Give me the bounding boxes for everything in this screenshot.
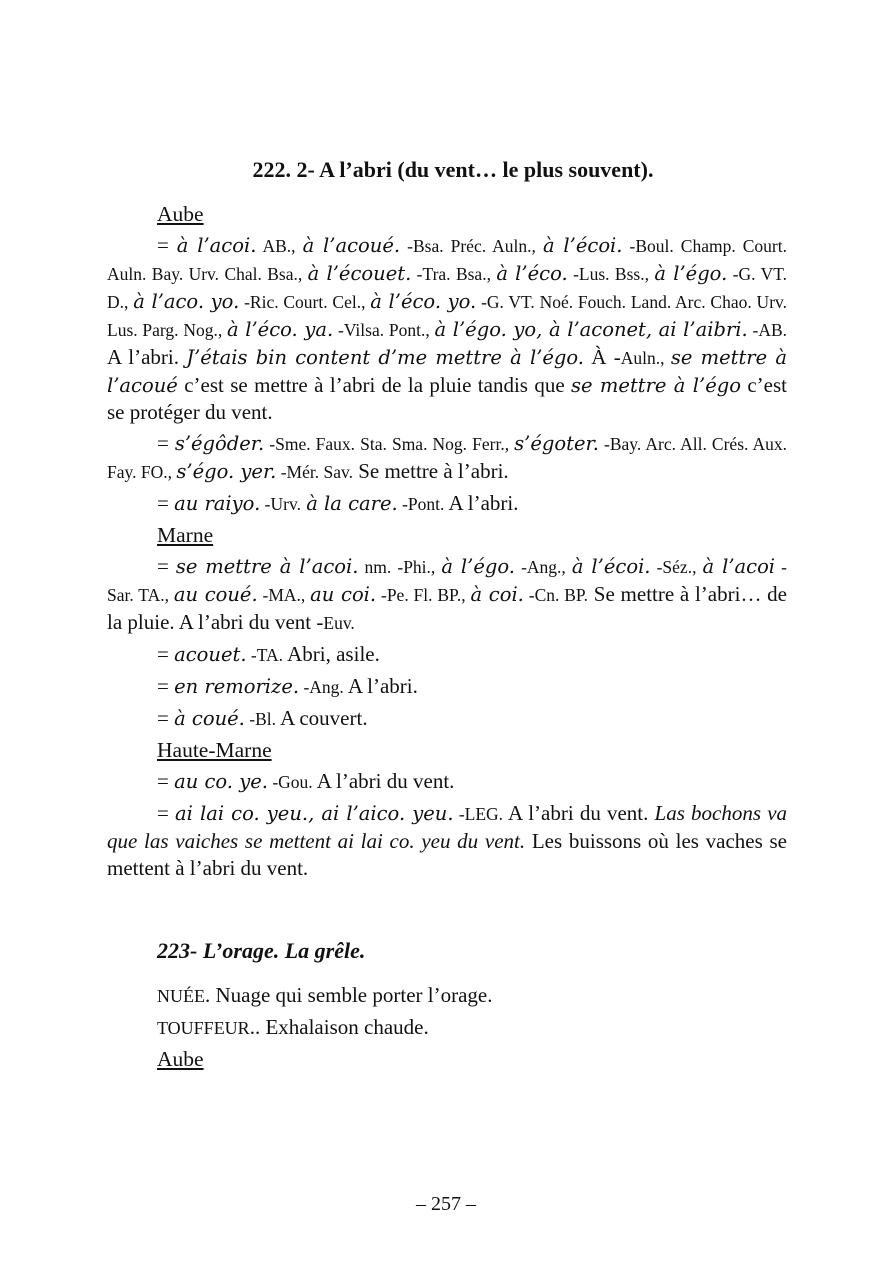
entry-text: A l’abri du vent. [503,801,655,825]
locality-abbrev: -Séz., [650,557,703,577]
locality-abbrev: -Urv. [260,494,301,514]
entry-text: = [157,769,175,793]
locality-abbrev: -Pont. [397,494,445,514]
locality-abbrev: -Bay. Arc. All. Crés. Aux. Fay. FO., [107,434,788,482]
locality-abbrev: -Ang., [514,557,572,577]
locality-abbrev: -Sar. TA., [107,557,787,605]
region-marne-label: Marne [157,523,214,547]
page-number: – 257 – [416,1193,476,1215]
dialect-form: au co. ye. [174,770,268,793]
locality-abbrev: -G. VT. D., [107,264,787,312]
dialect-form: se mettre à l’égo [571,374,741,397]
locality-abbrev: -Ang. [299,677,344,697]
dialect-form: à l’éco. ya. [227,318,334,341]
section-222-title: 222. 2- A l’abri (du vent… le plus souvent). [252,157,654,182]
locality-abbrev: -Bl. [244,709,277,729]
haute-marne-entry-1 [107,768,787,796]
region-aube-label-2: Aube [157,1047,204,1071]
dialect-form: à l’égo. yo, à l’aconet, ai l’aibri. [434,318,748,341]
dialect-form: à l’égo. [654,262,728,285]
locality-abbrev: -LEG. [453,804,504,824]
locality-abbrev: AB., [256,236,303,256]
marne-entry-3 [107,673,787,701]
dialect-form: s’égoter. [514,432,599,455]
dialect-form: se mettre à l’acoué [107,346,788,397]
dialect-form: à l’éco. yo. [370,290,477,313]
dialect-form: à l’écouet. [307,262,412,285]
locality-abbrev: -Bsa. Préc. Auln., [400,236,543,256]
dialect-form: ai lai co. yeu., ai l’aico. yeu. [175,802,454,825]
haute-marne-entry-2 [107,800,787,882]
locality-abbrev: nm. -Phi., [358,557,442,577]
entry-text: A l’abri. [444,491,519,515]
dialect-form: à coi. [470,583,524,606]
dialect-form: s’égôder. [174,432,265,455]
locality-abbrev: -Pe. Fl. BP., [376,585,471,605]
dialect-form: à l’acoi. [176,234,257,257]
nuee-definition [157,982,787,1010]
locality-abbrev: -Gou. [267,772,313,792]
entry-text: = [157,554,176,578]
dialect-form: à l’écoi. [571,555,651,578]
dialect-form: à l’aco. yo. [133,290,240,313]
dialect-form: au coué. [173,583,258,606]
entry-text: = [157,491,175,515]
entry-text: = [157,431,175,455]
entry-text: c’est se mettre à l’abri de la pluie tandis que [177,373,572,397]
touffeur-definition [157,1014,787,1042]
locality-abbrev: -G. VT. Noé. Fouch. Land. Arc. Chao. Urv. Lus. Parg. Nog., [107,292,788,340]
locality-abbrev: Euv. [323,613,355,633]
entry-text: Abri, asile. [283,642,380,666]
locality-abbrev: -Ric. Court. Cel., [239,292,371,312]
entry-text: = [157,233,177,257]
entry-text: Se mettre à l’abri. [352,459,509,483]
dialect-form: J’étais bin content d’me mettre à l’égo. [186,346,585,369]
region-haute-marne-label: Haute-Marne [157,738,272,762]
entry-text: c’est se protéger du vent. [107,373,787,424]
dialect-form: à la care. [306,492,398,515]
touffeur-text: .. Exhalaison chaude. [249,1015,429,1039]
entry-text: A l’abri. [343,674,418,698]
dialect-form: Las bochons va que las vaiches se mettent ai lai co. yeu du vent. [107,801,788,853]
nuee-term: NUÉE [157,986,205,1006]
entry-text: Les buissons où les vaches se mettent à l’abri du vent. [107,829,787,880]
locality-abbrev: -Lus. Bss., [567,264,655,284]
locality-abbrev: -Sme. Faux. Sta. Sma. Nog. Ferr., [264,434,515,454]
entry-text: = [157,674,175,698]
entry-text: = [157,801,175,825]
locality-abbrev: -MA., [257,585,311,605]
dialect-form: en remorize. [174,675,300,698]
dialect-form: acouet. [174,643,247,666]
locality-abbrev: -AB. [747,320,788,340]
section-223-title: 223- L’orage. La grêle. [157,938,366,963]
entry-text: = [157,642,175,666]
dialect-form: au coi. [310,583,377,606]
nuee-text: . Nuage qui semble porter l’orage. [205,983,493,1007]
locality-abbrev: -Mér. Sav. [276,462,353,482]
locality-abbrev: -Cn. BP. [523,585,589,605]
aube-entry-3 [107,490,787,518]
entry-text: A l’abri. [107,345,187,369]
locality-abbrev: -TA. [246,645,284,665]
aube-entry-2 [107,430,787,486]
dialect-form: au raiyo. [174,492,261,515]
locality-abbrev: -Boul. Champ. Court. Auln. Bay. Urv. Chal. Bsa., [107,236,788,284]
locality-abbrev: Auln., [620,348,671,368]
dialect-form: à coué. [174,707,245,730]
marne-entry-2 [107,641,787,669]
dialect-form: à l’écoi. [542,234,623,257]
marne-entry-1 [107,553,787,637]
aube-entry-1 [107,232,787,426]
region-aube-label: Aube [157,202,204,226]
dialect-form: s’égo. yer. [176,460,277,483]
entry-text: A l’abri du vent. [312,769,455,793]
entry-text: = [157,706,175,730]
entry-text: À - [584,345,621,369]
dialect-form: à l’acoi [702,555,776,578]
locality-abbrev: -Tra. Bsa., [411,264,497,284]
page-content [107,155,787,1077]
dialect-form: à l’acoué. [302,234,401,257]
dialect-form: à l’égo. [441,555,515,578]
dialect-form: se mettre à l’acoi. [175,555,359,578]
touffeur-term: TOUFFEUR [157,1018,250,1038]
locality-abbrev: -Vilsa. Pont., [333,320,435,340]
section-gap [107,886,787,936]
marne-entry-4 [107,705,787,733]
entry-text: Se mettre à l’abri… de la pluie. A l’abri du vent - [107,582,787,634]
entry-text: A couvert. [276,706,368,730]
dialect-form: à l’éco. [496,262,568,285]
